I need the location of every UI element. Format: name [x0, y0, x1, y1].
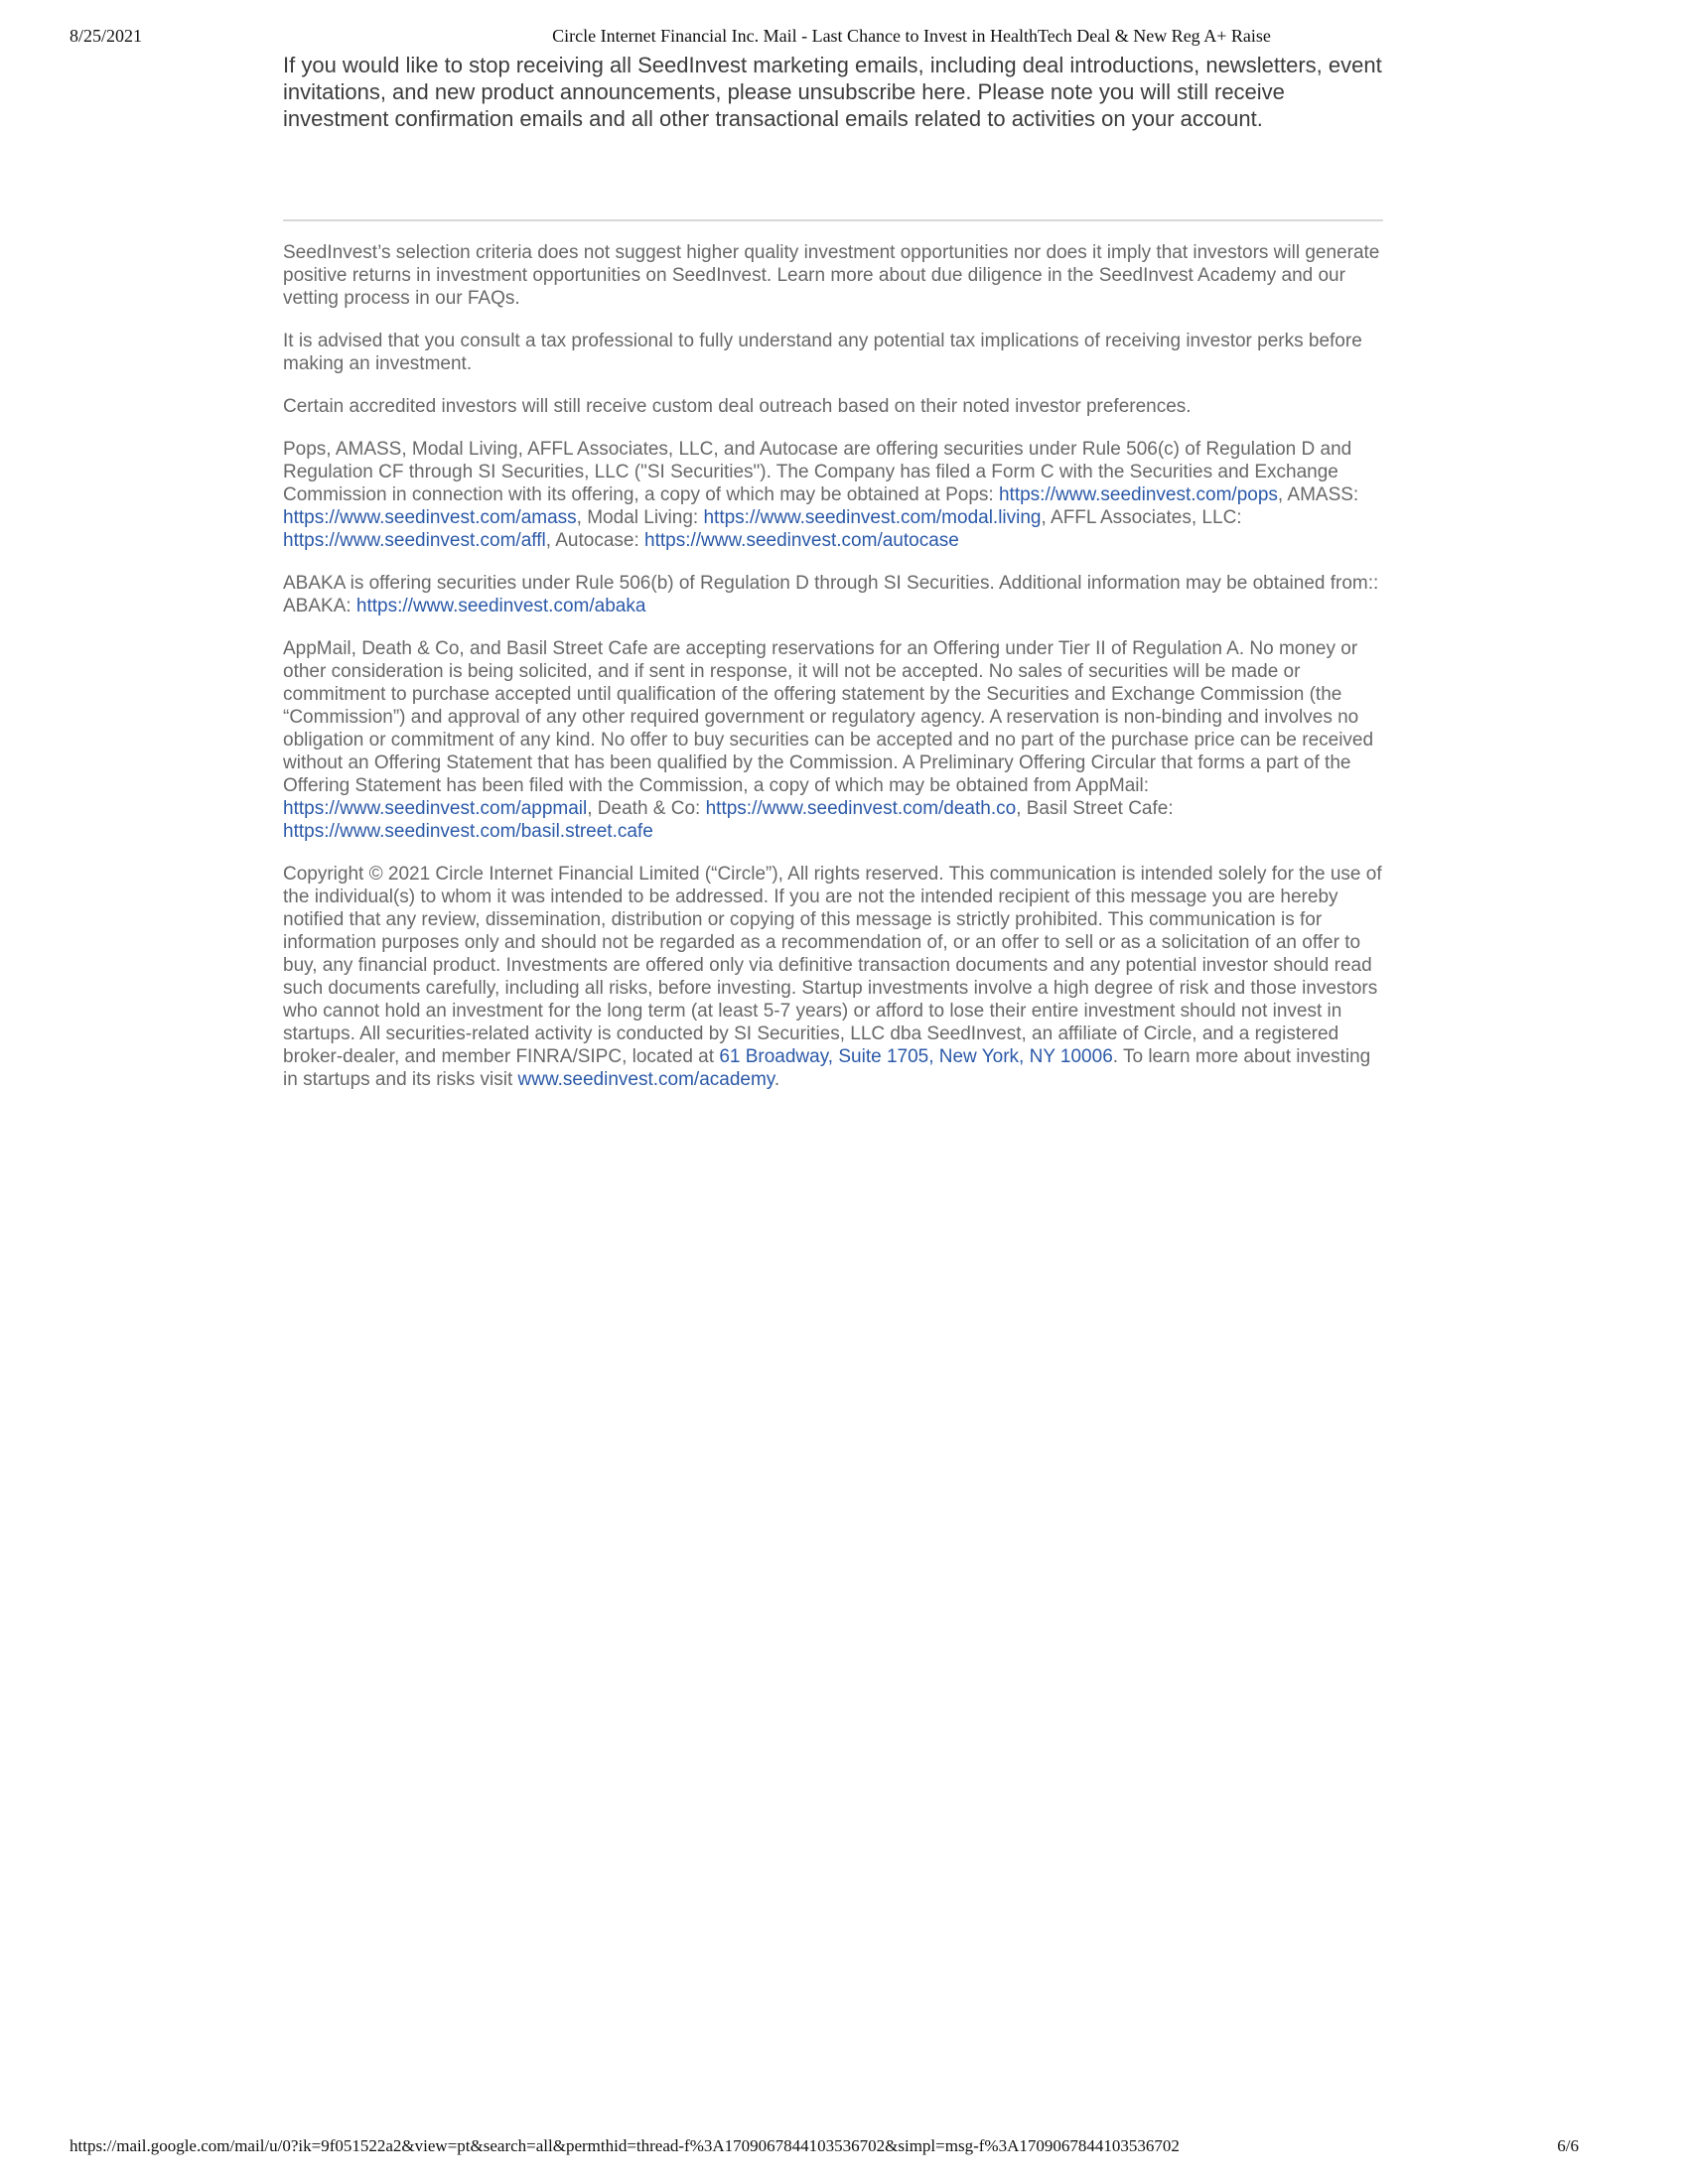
paragraph-text: , Basil Street Cafe: — [1016, 798, 1174, 819]
disclaimer-paragraph — [283, 330, 1383, 375]
paragraph-text: SeedInvest’s selection criteria does not suggest higher quality investment opportunities nor does it imply that investors will generate positive returns in investment opportunities on SeedInvest. Learn more about due diligence in the SeedInvest Academy and our vetting process in our FAQs. — [283, 242, 1380, 309]
inline-link[interactable]: https://www.seedinvest.com/basil.street.cafe — [283, 821, 653, 842]
print-title: Circle Internet Financial Inc. Mail - Last Chance to Invest in HealthTech Deal & New Reg A+ Raise — [552, 26, 1271, 46]
inline-link[interactable]: https://www.seedinvest.com/abaka — [355, 596, 646, 616]
paragraph-text: , AFFL Associates, LLC: — [1041, 507, 1242, 528]
disclaimer-section — [283, 241, 1383, 1091]
paragraph-text: Copyright © 2021 Circle Internet Financial Limited (“Circle”), All rights reserved. This communication is intended solely for the use of the individual(s) to whom it was intended to be addressed. If you are not the intended recipient of this message you are hereby notified that any review, dissemination, distribution or copying of this message is strictly prohibited. This communication is for information purposes only and should not be regarded as a recommendation of, or an offer to sell or as a solicitation of an offer to buy, any financial product. Investments are offered only via definitive transaction documents and any potential investor should read such documents carefully, including all risks, before investing. Startup investments involve a high degree of risk and those investors who cannot hold an investment for the long term (at least 5-7 years) or afford to lose their entire investment should not invest in startups. All securities-related activity is conducted by SI Securities, LLC dba SeedInvest, an affiliate of Circle, and a registered broker-dealer, and member FINRA/SIPC, located at — [283, 864, 1382, 1067]
paragraph-text: , Death & Co: — [587, 798, 706, 819]
inline-link[interactable]: https://www.seedinvest.com/autocase — [644, 530, 959, 551]
inline-link[interactable]: https://www.seedinvest.com/amass — [283, 507, 577, 528]
inline-link[interactable]: https://www.seedinvest.com/affl — [283, 530, 546, 551]
paragraph-text: It is advised that you consult a tax professional to fully understand any potential tax implications of receiving investor perks before making an investment. — [283, 331, 1362, 374]
paragraph-text: ABAKA is offering securities under Rule 506(b) of Regulation D through SI Securities. Additional information may be obtained from:: ABAKA: — [283, 573, 1379, 616]
inline-link[interactable]: https://www.seedinvest.com/death.co — [705, 798, 1017, 819]
inline-link[interactable]: https://www.seedinvest.com/modal.living — [703, 507, 1042, 528]
email-body — [283, 52, 1383, 1111]
disclaimer-paragraph — [283, 395, 1383, 418]
disclaimer-paragraph — [283, 572, 1383, 617]
paragraph-text: Pops, AMASS, Modal Living, AFFL Associates, LLC, and Autocase are offering securities under Rule 506(c) of Regulation D and Regulation CF through SI Securities, LLC ("SI Securities"). The Company has filed a Form C with the Securities and Exchange Commission in connection with its offering, a copy of which may be obtained at Pops: — [283, 439, 1352, 505]
disclaimer-paragraph — [283, 438, 1383, 552]
disclaimer-paragraph — [283, 241, 1383, 310]
inline-link[interactable]: www.seedinvest.com/academy — [517, 1069, 774, 1090]
unsubscribe-note: If you would like to stop receiving all SeedInvest marketing emails, including deal introductions, newsletters, event invitations, and new product announcements, please unsubscribe here. Please note you will still receive investment confirmation emails and all other transactional emails related to activities on your account. — [283, 53, 1382, 131]
paragraph-text: , Autocase: — [545, 530, 645, 551]
paragraph-text: . — [774, 1069, 780, 1090]
print-date: 8/25/2021 — [70, 26, 143, 46]
disclaimer-paragraph — [283, 637, 1383, 843]
disclaimer-paragraph — [283, 863, 1383, 1091]
inline-link[interactable]: 61 Broadway, Suite 1705, New York, NY 10006 — [719, 1046, 1113, 1067]
print-header — [70, 26, 1618, 52]
page-number: 6/6 — [1557, 2136, 1579, 2155]
paragraph-text: AppMail, Death & Co, and Basil Street Cafe are accepting reservations for an Offering under Tier II of Regulation A. No money or other consideration is being solicited, and if sent in response, it will not be accepted. No sales of securities will be made or commitment to purchase accepted until qualification of the offering statement by the Securities and Exchange Commission (the “Commission”) and approval of any other required government or regulatory agency. A reservation is non-binding and involves no obligation or commitment of any kind. No offer to buy securities can be accepted and no part of the purchase price can be received without an Offering Statement that has been qualified by the Commission. A Preliminary Offering Circular that forms a part of the Offering Statement has been filed with the Commission, a copy of which may be obtained from AppMail: — [283, 638, 1374, 796]
inline-link[interactable]: https://www.seedinvest.com/pops — [998, 484, 1278, 505]
paragraph-text: , Modal Living: — [576, 507, 704, 528]
inline-link[interactable]: https://www.seedinvest.com/appmail — [283, 798, 588, 819]
paragraph-text: , AMASS: — [1277, 484, 1359, 505]
section-divider — [283, 219, 1383, 221]
paragraph-text: . To learn more about investing in startups and its risks visit — [283, 1046, 1371, 1090]
print-footer — [70, 2136, 1618, 2158]
paragraph-text: Certain accredited investors will still receive custom deal outreach based on their noted investor preferences. — [283, 396, 1192, 417]
print-url: https://mail.google.com/mail/u/0?ik=9f051522a2&view=pt&search=all&permthid=thread-f%3A1709067844103536702&simpl=msg-f%3A1709067844103536702 — [70, 2136, 1180, 2155]
